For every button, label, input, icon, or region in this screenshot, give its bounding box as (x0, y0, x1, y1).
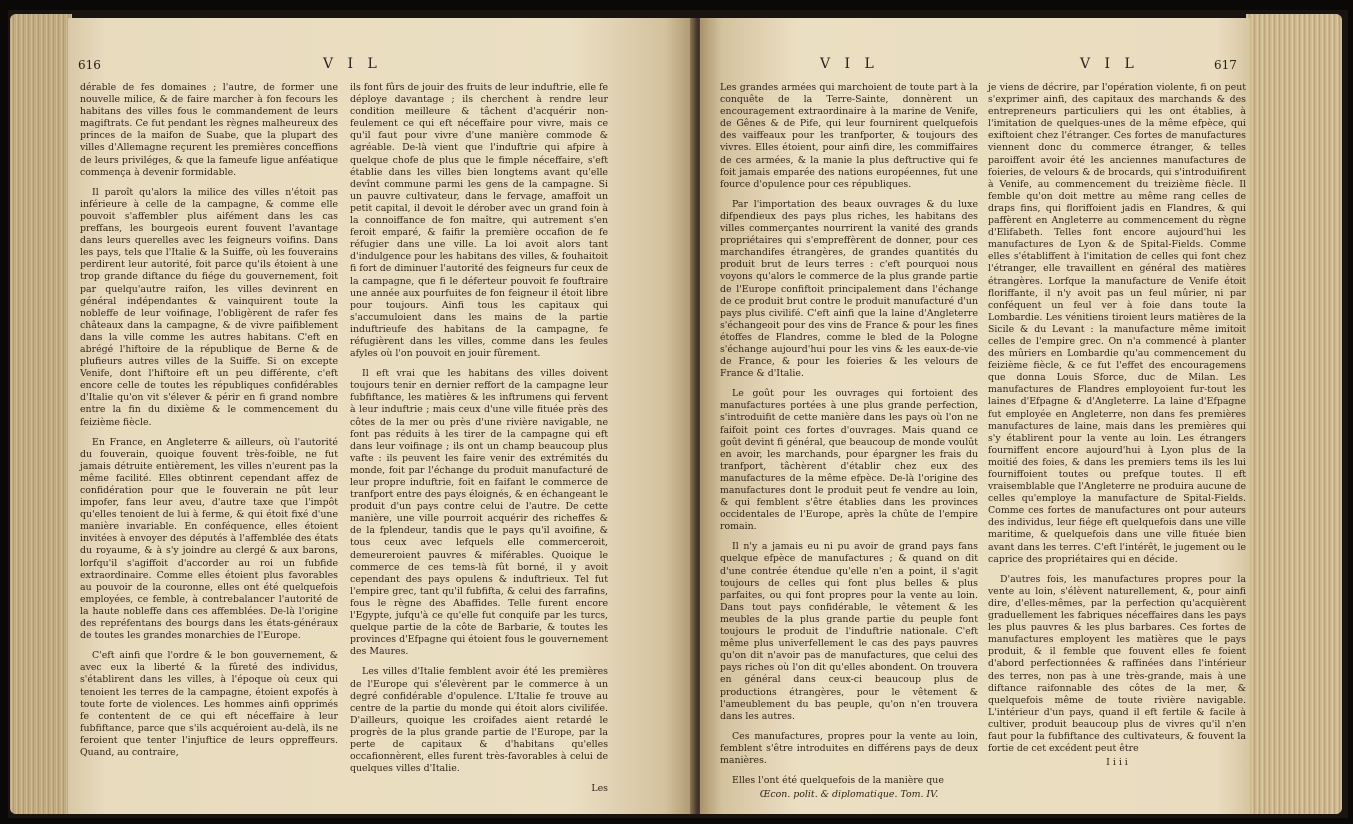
right-page (700, 18, 1250, 814)
right-running-head-2: V I L (1080, 56, 1139, 72)
paragraph: Les villes d'Italie femblent avoir été les premières de l'Europe qui s'élevèrent par le commerce à un degré confidérable d'opulence. L'Italie fe trouve au centre de la partie du monde qui étoit alors civilifée. D'ailleurs, quoique les croifades aient retardé le progrès de la plus grande partie de l'Europe, par la perte de capitaux & d'habitans qu'elles occafionnèrent, elles furent très-favorables à celui de quelques villes d'Italie. (350, 666, 608, 775)
paragraph: je viens de décrire, par l'opération violente, fi on peut s'exprimer ainfi, des capitaux des marchands & des entrepreneurs particuliers qui les ont établies, à l'imitation de quelques-unes de la même efpèce, qui exiftoient chez l'étranger. Ces fortes de manufactures viennent donc du commerce étranger, & telles paroiffent avoir été les anciennes manufactures de foieries, de velours & de brocards, qui s'introduifirent à Venife, au commencement du treizième fiècle. Il femble qu'on doit mettre au même rang celles de draps fins, qui floriffoient jadis en Flandres, & qui paffèrent en Angleterre au commencement du règne d'Elifabeth. Telles font encore aujourd'hui les manufactures de Lyon & de Spital-Fields. Comme elles s'établiffent à l'imitation de celles qui font chez l'étranger, elle travaillent en général des matières étrangères. Lorfque la manufacture de Venife étoit floriffante, il n'y avoit pas un feul mûrier, ni par conféquent un feul ver à foie dans toute la Lombardie. Les vénitiens tiroient leurs matières de la Sicile & du Levant : la manufacture même imitoit celles de l'empire grec. On n'a commencé à planter des mûriers en Lombardie qu'au commencement du feizième fiècle, & ce fut l'effet des encouragemens que donna Louis Sforce, duc de Milan. Les manufactures de Flandres employoient fur-tout les laines d'Efpagne & d'Angleterre. La laine d'Efpagne fut employée en Angleterre, non dans fes premières manufactures de laine, mais dans les premières qui s'y établirent pour la vente au loin. Les étrangers fourniffent encore aujourd'hui à Lyon plus de la moitié des foies, & dans les premiers tems ils les lui fourniffoient toutes ou prefque toutes. Il eft vraisemblable que l'Angleterre ne produira aucune de celles qu'employe la manufacture de Spital-Fields. Comme ces fortes de manufactures ont pour auteurs des individus, leur fiége eft quelquefois dans une ville maritime, & quelquefois dans une ville fituée bien avant dans les terres. C'eft l'intérêt, le jugement ou le caprice des propriétaires qui en décide. (988, 82, 1246, 565)
paragraph: Les grandes armées qui marchoient de toute part à la conquête de la Terre-Sainte, donnèrent un encouragement extraordinaire à la marine de Venife, de Gênes & de Pife, qui leur fournirent quelquefois des vaiffeaux pour les tranfporter, & toujours des vivres. Elles étoient, pour ainfi dire, les commiffaires de ces armées, & la manie la plus deftructive qui fe foit jamais emparée des nations européennes, fut une fource d'opulence pour ces républiques. (720, 82, 978, 190)
paragraph: C'eft ainfi que l'ordre & le bon gouvernement, & avec eux la liberté & la fûreté des individus, s'établirent dans les villes, à l'époque où ceux qui tenoient les terres de la campagne, étoient expofés à toute forte de violences. Les hommes ainfi opprimés fe contentent de ce qui eft néceffaire à leur fubfiftance, parce que s'ils acquéroient au-delà, ils ne feroient que tenter l'injuftice de leurs oppreffeurs. Quand, au contraire, (80, 650, 338, 758)
left-page (68, 18, 696, 814)
paragraph: Il n'y a jamais eu ni pu avoir de grand pays fans quelque efpèce de manufactures ; & quand on dit d'une contrée étendue qu'elle n'en a point, il s'agit toujours de celles qui font plus belles & plus parfaites, ou qui font propres pour la vente au loin. Dans tout pays confidérable, le vêtement & les meubles de la plus grande partie du peuple font toujours le produit de l'induftrie nationale. C'eft même plus univerfellement le cas des pays pauvres qu'on dit n'avoir pas de manufactures, que celui des pays riches où l'on dit qu'elles abondent. On trouvera en général dans ceux-ci beaucoup plus de productions étrangères, pour le vêtement & l'ameublement du bas peuple, qu'on n'en trouvera dans les autres. (720, 541, 978, 722)
paragraph: Le goût pour les ouvrages qui fortoient des manufactures portées à une plus grande perfection, s'introduifit de cette manière dans les pays où l'on ne faifoit point ces fortes d'ouvrages. Mais quand ce goût devint fi général, que beaucoup de monde voulût en avoir, les marchands, pour épargner les frais du tranfport, tâchèrent d'établir chez eux des manufactures de la même efpèce. De-là l'origine des manufactures dont le produit peut fe vendre au loin, & qui femblent s'être établies dans les provinces occidentales de l'Europe, après la chûte de l'empire romain. (720, 388, 978, 533)
left-column-2 (350, 82, 608, 795)
right-column-2 (988, 82, 1246, 769)
paragraph: Ces manufactures, propres pour la vente au loin, femblent s'être introduites en différens pays de deux manières. (720, 730, 978, 766)
left-page-number: 616 (78, 58, 101, 72)
paragraph: Il paroît qu'alors la milice des villes n'étoit pas inférieure à celle de la campagne, & comme elle pouvoit s'affembler plus aifément dans les cas preffans, les bourgeois eurent fouvent l'avantage dans leurs querelles avec les feigneurs voifins. Dans les pays, tels que l'Italie & la Suiffe, où les fouverains perdirent leur autorité, foit parce qu'ils étoient à une trop grande diftance du fiége du gouvernement, foit par quelqu'autre raifon, les villes devinrent en général indépendantes & vainquirent toute la nobleffe de leur voifinage, l'obligèrent de rafer fes châteaux dans la campagne, & de vivre paifiblement dans la ville comme les autres habitans. C'eft en abrégé l'hiftoire de la république de Berne & de plufieurs autres villes de la Suiffe. Si on excepte Venife, dont l'hiftoire eft un peu différente, c'eft encore celle de toutes les républiques confidérables d'Italie qu'on vit s'élever & périr en fi grand nombre entre la fin du dixième & le commencement du feizième fiècle. (80, 186, 338, 428)
footer-title: Œcon. polit. & diplomatique. Tom. IV. (759, 789, 939, 801)
right-running-head-1: V I L (820, 56, 879, 72)
right-page-number: 617 (1214, 58, 1237, 72)
right-column-1 (720, 82, 978, 801)
left-running-head: V I L (323, 56, 382, 72)
paragraph: D'autres fois, les manufactures propres pour la vente au loin, s'élèvent naturellement, &, pour ainfi dire, d'elles-mêmes, par la perfection qu'acquièrent graduellement les fabriques néceffaires dans les pays les plus pauvres & les plus barbares. Ces fortes de manufactures employent les matières que le pays produit, & il femble que fouvent elles fe foient d'abord perfectionnées & raffinées dans l'intérieur des terres, non pas à une très-grande, mais à une diftance raifonnable des côtes de la mer, & quelquefois même de toute rivière navigable. L'intérieur d'un pays, quand il eft fertile & facile à cultiver, produit beaucoup plus de vivres qu'il n'en faut pour la fubfiftance des cultivateurs, & fouvent la fortie de cet excédent peut être (988, 573, 1246, 755)
signature-mark: I i i i (1106, 757, 1128, 769)
left-column-1 (80, 82, 338, 767)
paragraph: dérable de fes domaines ; l'autre, de former une nouvelle milice, & de faire marcher à fon fecours les habitans des villes fous le commandement de leurs magiftrats. Ce fut pendant les règnes malheureux des princes de la maifon de Suabe, que la plupart des villes d'Allemagne reçurent les premières conceffions de leurs priviléges, & que la fameufe ligue anféatique commença à devenir formidable. (80, 82, 338, 178)
paragraph: Par l'importation des beaux ouvrages & du luxe difpendieux des pays plus riches, les habitans des villes commerçantes nourrirent la vanité des grands propriétaires qui s'empreffèrent de donner, pour ces marchandifes étrangères, de grandes quantités du produit brut de leurs terres : c'eft pourquoi nous voyons qu'alors le commerce de la plus grande partie de l'Europe confiftoit principalement dans l'échange de ce produit brut contre le produit manufacturé d'un pays plus civilifé. C'eft ainfi que la laine d'Angleterre s'échangeoit pour des vins de France & pour les fines étoffes de Flandres, comme le bled de la Pologne s'échange aujourd'hui pour les vins & les eaux-de-vie de France, & pour les foieries & les velours de France & d'Italie. (720, 198, 978, 380)
right-page-edges (1246, 14, 1342, 814)
paragraph: Elles l'ont été quelquefois de la manière que (732, 775, 944, 787)
paragraph: Il eft vrai que les habitans des villes doivent toujours tenir en dernier reffort de la campagne leur fubfiftance, les matières & les inftrumens qui fervent à leur induftrie ; mais ceux d'une ville fituée près des côtes de la mer ou près d'une rivière navigable, ne font pas réduits à les tirer de la campagne qui eft dans leur voifinage ; ils ont un champ beaucoup plus vafte : ils peuvent les faire venir des extrémités du monde, foit par l'échange du produit manufacturé de leur propre induftrie, foit en faifant le commerce de tranfport entre des pays éloignés, & en échangeant le produit d'un pays contre celui de l'autre. De cette manière, une ville pourroit acquérir des richeffes & de la fplendeur, tandis que le pays qu'il avoifine, & tous ceux avec lefquels elle commerceroit, demeureroient pauvres & miférables. Quoique le commerce de ces tems-là fût borné, il y avoit cependant des pays opulens & induftrieux. Tel fut l'empire grec, tant qu'il fubfifta, & celui des farrafins, fous le règne des Abaffides. Telle furent encore l'Egypte, jufqu'à ce qu'elle fut conquife par les turcs, quelque partie de la côte de Barbarie, & toutes les provinces d'Efpagne qui étoient fous le gouvernement des Maures. (350, 368, 608, 658)
left-page-edges (10, 14, 72, 814)
paragraph: En France, en Angleterre & ailleurs, où l'autorité du fouverain, quoique fouvent très-foible, ne fut jamais détruite entièrement, les villes n'eurent pas la même facilité. Elles obtinrent cependant affez de confidération pour que le fouverain ne pût leur impofer, fans leur aveu, d'autre taxe que l'impôt qu'elles tenoient de lui à ferme, & qui étoit fixé d'une manière invariable. En conféquence, elles étoient invitées à envoyer des députés à l'affemblée des états du royaume, & à s'y joindre au clergé & aux barons, lorfqu'il s'agiffoit d'accorder au roi un fubfide extraordinaire. Comme elles étoient plus favorables au pouvoir de la couronne, elles ont été quelquefois employées, ce femble, à contrebalancer l'autorité de la haute nobleffe dans ces affemblées. De-là l'origine des repréfentans des bourgs dans les états-généraux de toutes les grandes monarchies de l'Europe. (80, 436, 338, 642)
paragraph: ils font fûrs de jouir des fruits de leur induftrie, elle fe déploye davantage ; ils cherchent à rendre leur condition meilleure & tâchent d'acquérir non-feulement ce qui eft néceffaire pour vivre, mais ce qu'il faut pour vivre d'une manière commode & agréable. De-là vient que l'induftrie qui afpire à quelque chofe de plus que le fimple néceffaire, s'eft établie dans les villes bien longtems avant qu'elle devînt commune parmi les gens de la campagne. Si un pauvre cultivateur, dans le fervage, amaffoit un petit capital, il devoit le dérober avec un grand foin à la connoiffance de fon maître, qui autrement s'en feroit emparé, & faifir la première occafion de fe réfugier dans une ville. La loi avoit alors tant d'indulgence pour les habitans des villes, & fouhaitoit fi fort de diminuer l'autorité des feigneurs fur ceux de la campagne, que fi le déferteur pouvoit fe fouftraire une année aux pourfuites de fon feigneur il étoit libre pour toujours. Ainfi tous les capitaux qui s'accumuloient dans les mains de la partie induftrieufe des habitans de la campagne, fe réfugièrent dans les villes, comme dans les feules afyles où l'on pouvoit en jouir fûrement. (350, 82, 608, 360)
catchword: Les (591, 783, 608, 795)
